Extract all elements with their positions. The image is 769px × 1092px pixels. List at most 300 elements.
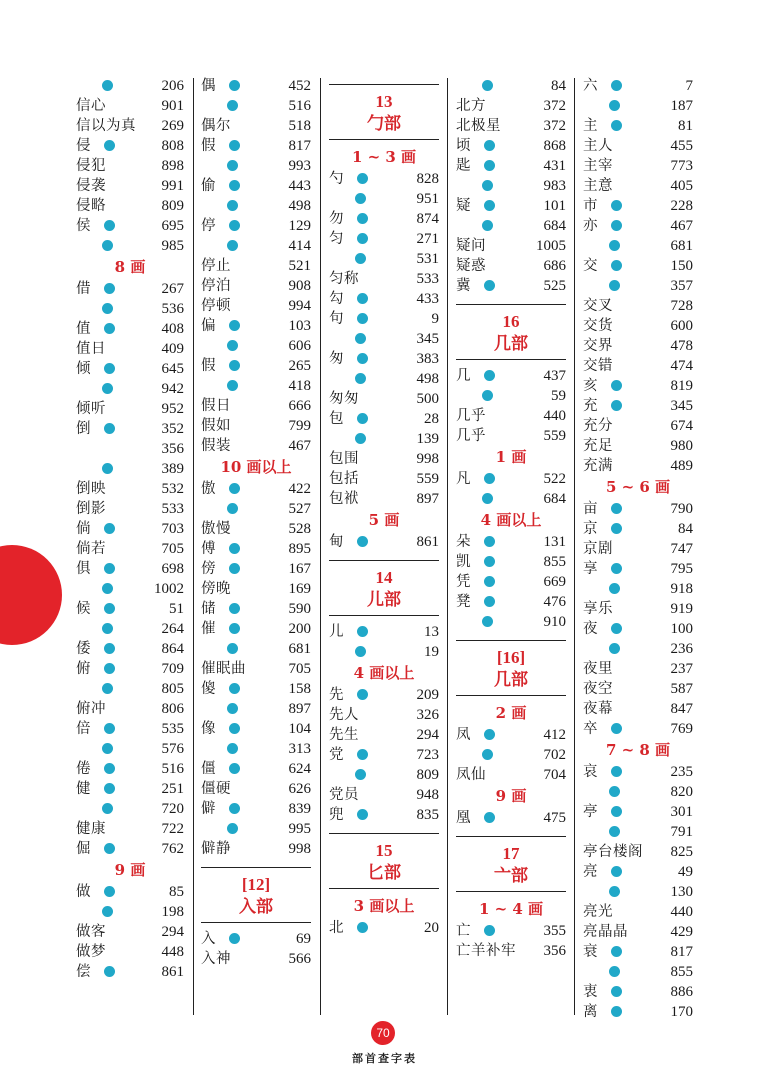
- page-reference: 868: [543, 138, 566, 154]
- page-reference: 237: [670, 661, 693, 677]
- entry-word: 做梦: [76, 944, 106, 960]
- page-reference: 440: [543, 408, 566, 424]
- entry-word: 傲: [201, 481, 216, 497]
- entry-word: 包袱: [329, 491, 359, 507]
- page-reference: 130: [670, 884, 693, 900]
- entry-word: 假日: [201, 398, 231, 414]
- index-entry: [329, 622, 439, 642]
- page-reference: 898: [161, 158, 184, 174]
- page-reference: 809: [161, 198, 184, 214]
- page-reference: 835: [416, 807, 439, 823]
- page-reference: 422: [288, 481, 311, 497]
- radical-number: [12]: [241, 875, 271, 894]
- page-reference: 7: [685, 78, 693, 94]
- entry-marker-icon: [104, 843, 115, 854]
- page-reference: 228: [670, 198, 693, 214]
- entry-marker-icon: [611, 200, 622, 211]
- index-entry: [76, 599, 184, 619]
- index-entry: [329, 329, 439, 349]
- index-entry: [76, 319, 184, 339]
- entry-word: 傍晚: [201, 581, 231, 597]
- entry-marker-icon: [484, 140, 495, 151]
- page-reference: 624: [288, 761, 311, 777]
- index-entry: [583, 639, 693, 659]
- radical-name: 几部: [494, 334, 528, 354]
- entry-marker-icon: [104, 763, 115, 774]
- entry-word: 匆匆: [329, 391, 359, 407]
- radical-header: [456, 836, 566, 892]
- page-reference: 169: [288, 581, 311, 597]
- page-reference: 590: [288, 601, 311, 617]
- index-entry: [201, 799, 311, 819]
- index-entry: [329, 229, 439, 249]
- index-entry: [583, 116, 693, 136]
- page-reference: 372: [543, 118, 566, 134]
- entry-word: 哀: [583, 764, 598, 780]
- page-reference: 429: [670, 924, 693, 940]
- page-reference: 861: [416, 534, 439, 550]
- index-entry: [201, 76, 311, 96]
- index-entry: [583, 539, 693, 559]
- entry-marker-icon: [227, 160, 238, 171]
- entry-marker-icon: [227, 380, 238, 391]
- page-reference: 669: [543, 574, 566, 590]
- page-reference: 345: [670, 398, 693, 414]
- index-entry: [456, 921, 566, 941]
- entry-word: 亡: [456, 923, 471, 939]
- entry-marker-icon: [611, 623, 622, 634]
- page-reference: 790: [670, 501, 693, 517]
- entry-marker-icon: [611, 80, 622, 91]
- entry-marker-icon: [229, 360, 240, 371]
- page-reference: 839: [288, 801, 311, 817]
- index-entry: [329, 309, 439, 329]
- entry-marker-icon: [104, 966, 115, 977]
- page-reference: 674: [670, 418, 693, 434]
- page-reference: 467: [670, 218, 693, 234]
- entry-marker-icon: [102, 623, 113, 634]
- index-entry: [201, 136, 311, 156]
- page-reference: 187: [670, 98, 693, 114]
- entry-word: 先生: [329, 727, 359, 743]
- stroke-count-heading: 10 画以上: [220, 458, 292, 476]
- index-entry: [201, 719, 311, 739]
- entry-word: 值日: [76, 341, 106, 357]
- page-reference: 951: [416, 191, 439, 207]
- entry-marker-icon: [484, 200, 495, 211]
- radical-number: 14: [375, 568, 393, 587]
- entry-marker-icon: [611, 806, 622, 817]
- entry-marker-icon: [357, 749, 368, 760]
- entry-word: 凯: [456, 554, 471, 570]
- entry-marker-icon: [355, 253, 366, 264]
- entry-word: 匀称: [329, 271, 359, 287]
- entry-marker-icon: [229, 220, 240, 231]
- page-reference: 200: [288, 621, 311, 637]
- entry-marker-icon: [611, 380, 622, 391]
- entry-word: 离: [583, 1004, 598, 1020]
- entry-word: 儿: [329, 624, 344, 640]
- entry-word: 党员: [329, 787, 359, 803]
- entry-word: 甸: [329, 534, 344, 550]
- entry-word: 做客: [76, 924, 106, 940]
- index-entry: [456, 406, 566, 426]
- entry-word: 僻: [201, 801, 216, 817]
- index-entry: [76, 779, 184, 799]
- entry-word: 北极星: [456, 118, 501, 134]
- entry-marker-icon: [355, 333, 366, 344]
- entry-marker-icon: [104, 323, 115, 334]
- page-reference: 993: [288, 158, 311, 174]
- index-entry: [583, 236, 693, 256]
- index-entry: [76, 116, 184, 136]
- page-reference: 995: [288, 821, 311, 837]
- index-entry: [583, 396, 693, 416]
- column-divider: [320, 78, 321, 1015]
- stroke-count-heading: 7 ~ 8 画: [605, 741, 671, 759]
- page-reference: 686: [543, 258, 566, 274]
- page-reference: 405: [670, 178, 693, 194]
- index-entry: [583, 76, 693, 96]
- index-entry: [456, 116, 566, 136]
- page-reference: 681: [288, 641, 311, 657]
- entry-marker-icon: [482, 80, 493, 91]
- radical-header: [456, 640, 566, 696]
- entry-word: 衷: [583, 984, 598, 1000]
- page-reference: 294: [161, 924, 184, 940]
- page-reference: 817: [288, 138, 311, 154]
- entry-word: 顷: [456, 138, 471, 154]
- radical-number: 15: [375, 841, 393, 860]
- page-reference: 819: [670, 378, 693, 394]
- entry-word: 倒: [76, 421, 91, 437]
- index-entry: [201, 479, 311, 499]
- entry-marker-icon: [102, 743, 113, 754]
- page-reference: 104: [288, 721, 311, 737]
- index-entry: [201, 296, 311, 316]
- index-entry: [76, 196, 184, 216]
- entry-marker-icon: [482, 749, 493, 760]
- entry-word: 停顿: [201, 298, 231, 314]
- page-reference: 527: [288, 501, 311, 517]
- index-entry: [583, 679, 693, 699]
- index-entry: [201, 256, 311, 276]
- entry-word: 交: [583, 258, 598, 274]
- index-column-1: [76, 76, 184, 982]
- page-footer: 部首查字表: [352, 1052, 417, 1065]
- stroke-count-heading: 4 画以上: [480, 511, 542, 529]
- entry-marker-icon: [104, 283, 115, 294]
- entry-marker-icon: [357, 293, 368, 304]
- entry-word: 偶尔: [201, 118, 231, 134]
- entry-word: 停: [201, 218, 216, 234]
- page-reference: 418: [288, 378, 311, 394]
- radical-number: [16]: [496, 648, 526, 667]
- page-reference: 209: [416, 687, 439, 703]
- entry-marker-icon: [229, 543, 240, 554]
- index-entry: [76, 459, 184, 479]
- index-entry: [76, 236, 184, 256]
- page-reference: 684: [543, 491, 566, 507]
- entry-word: 朵: [456, 534, 471, 550]
- entry-word: 享乐: [583, 601, 613, 617]
- entry-word: 匀: [329, 231, 344, 247]
- entry-word: 健: [76, 781, 91, 797]
- page-reference: 345: [416, 331, 439, 347]
- entry-marker-icon: [229, 320, 240, 331]
- entry-marker-icon: [484, 370, 495, 381]
- entry-word: 停止: [201, 258, 231, 274]
- radical-name: 儿部: [367, 590, 401, 610]
- page-reference: 28: [424, 411, 439, 427]
- index-entry: [329, 349, 439, 369]
- page-reference: 170: [670, 1004, 693, 1020]
- index-entry: [76, 902, 184, 922]
- entry-marker-icon: [609, 643, 620, 654]
- page-reference: 59: [551, 388, 566, 404]
- index-entry: [329, 705, 439, 725]
- entry-word: 匆: [329, 351, 344, 367]
- stroke-count-heading: 1 ~ 3 画: [351, 148, 417, 166]
- entry-marker-icon: [484, 812, 495, 823]
- page-reference: 516: [161, 761, 184, 777]
- index-entry: [76, 659, 184, 679]
- entry-word: 倾听: [76, 401, 106, 417]
- index-entry: [583, 176, 693, 196]
- entry-word: 充分: [583, 418, 613, 434]
- index-entry: [329, 642, 439, 662]
- index-entry: [583, 719, 693, 739]
- page-reference: 566: [288, 951, 311, 967]
- index-entry: [201, 679, 311, 699]
- entry-marker-icon: [357, 233, 368, 244]
- index-entry: [76, 519, 184, 539]
- index-entry: [76, 619, 184, 639]
- index-entry: [76, 379, 184, 399]
- page-reference: 847: [670, 701, 693, 717]
- index-entry: [201, 659, 311, 679]
- entry-word: 倘: [76, 521, 91, 537]
- page-reference: 720: [161, 801, 184, 817]
- page-reference: 533: [161, 501, 184, 517]
- radical-name: 勹部: [367, 114, 401, 134]
- page-reference: 20: [424, 920, 439, 936]
- entry-word: 六: [583, 78, 598, 94]
- page-reference: 236: [670, 641, 693, 657]
- stroke-count-heading: 1 ~ 4 画: [478, 900, 544, 918]
- index-entry: [456, 532, 566, 552]
- entry-marker-icon: [104, 723, 115, 734]
- index-entry: [76, 922, 184, 942]
- index-entry: [76, 539, 184, 559]
- page-reference: 355: [543, 923, 566, 939]
- entry-word: 偷: [201, 178, 216, 194]
- index-entry: [329, 289, 439, 309]
- page-reference: 352: [161, 421, 184, 437]
- entry-word: 侯: [76, 218, 91, 234]
- index-entry: [76, 699, 184, 719]
- index-entry: [456, 256, 566, 276]
- index-entry: [76, 759, 184, 779]
- entry-word: 兜: [329, 807, 344, 823]
- index-entry: [329, 785, 439, 805]
- index-entry: [583, 336, 693, 356]
- index-entry: [201, 579, 311, 599]
- index-entry: [76, 839, 184, 859]
- page-reference: 769: [670, 721, 693, 737]
- page-reference: 684: [543, 218, 566, 234]
- entry-word: 句: [329, 311, 344, 327]
- entry-marker-icon: [611, 260, 622, 271]
- entry-marker-icon: [102, 683, 113, 694]
- entry-word: 候: [76, 601, 91, 617]
- entry-word: 亮: [583, 864, 598, 880]
- index-entry: [583, 316, 693, 336]
- entry-marker-icon: [609, 966, 620, 977]
- entry-word: 停泊: [201, 278, 231, 294]
- entry-marker-icon: [227, 703, 238, 714]
- entry-marker-icon: [611, 563, 622, 574]
- index-entry: [329, 429, 439, 449]
- entry-word: 信心: [76, 98, 106, 114]
- entry-word: 夜里: [583, 661, 613, 677]
- index-entry: [329, 249, 439, 269]
- index-entry: [329, 369, 439, 389]
- entry-marker-icon: [484, 160, 495, 171]
- index-entry: [456, 765, 566, 785]
- page-reference: 559: [416, 471, 439, 487]
- entry-marker-icon: [102, 463, 113, 474]
- entry-word: 傲慢: [201, 521, 231, 537]
- entry-word: 夜幕: [583, 701, 613, 717]
- index-entry: [456, 136, 566, 156]
- index-entry: [76, 579, 184, 599]
- index-entry: [583, 356, 693, 376]
- entry-word: 主人: [583, 138, 613, 154]
- entry-marker-icon: [227, 823, 238, 834]
- page-reference: 356: [543, 943, 566, 959]
- entry-word: 包括: [329, 471, 359, 487]
- entry-marker-icon: [484, 925, 495, 936]
- index-entry: [76, 359, 184, 379]
- entry-marker-icon: [611, 503, 622, 514]
- page-reference: 267: [161, 281, 184, 297]
- entry-word: 凡: [456, 471, 471, 487]
- page-reference: 998: [288, 841, 311, 857]
- entry-word: 倾: [76, 361, 91, 377]
- index-entry: [583, 982, 693, 1002]
- entry-word: 包: [329, 411, 344, 427]
- entry-marker-icon: [357, 213, 368, 224]
- entry-word: 夜空: [583, 681, 613, 697]
- entry-word: 俱: [76, 561, 91, 577]
- page-reference: 498: [288, 198, 311, 214]
- page-reference: 476: [543, 594, 566, 610]
- entry-word: 偿: [76, 964, 91, 980]
- page-reference: 559: [543, 428, 566, 444]
- index-entry: [456, 572, 566, 592]
- index-entry: [329, 745, 439, 765]
- page-reference: 383: [416, 351, 439, 367]
- entry-word: 健康: [76, 821, 106, 837]
- index-entry: [201, 619, 311, 639]
- index-entry: [456, 808, 566, 828]
- index-entry: [201, 639, 311, 659]
- index-entry: [583, 902, 693, 922]
- entry-marker-icon: [229, 80, 240, 91]
- page-reference: 825: [670, 844, 693, 860]
- entry-marker-icon: [227, 503, 238, 514]
- entry-word: 信以为真: [76, 118, 136, 134]
- index-entry: [76, 176, 184, 196]
- page-reference: 198: [161, 904, 184, 920]
- entry-marker-icon: [357, 313, 368, 324]
- page-reference: 747: [670, 541, 693, 557]
- index-entry: [456, 96, 566, 116]
- entry-word: 亮光: [583, 904, 613, 920]
- entry-word: 疑问: [456, 238, 486, 254]
- entry-marker-icon: [229, 180, 240, 191]
- index-entry: [329, 685, 439, 705]
- entry-marker-icon: [609, 826, 620, 837]
- page-reference: 910: [543, 614, 566, 630]
- index-entry: [76, 639, 184, 659]
- index-entry: [583, 762, 693, 782]
- page-reference: 372: [543, 98, 566, 114]
- entry-word: 倘若: [76, 541, 106, 557]
- radical-number: 13: [375, 92, 393, 111]
- column-divider: [574, 78, 575, 1015]
- page-reference: 626: [288, 781, 311, 797]
- index-entry: [456, 76, 566, 96]
- entry-marker-icon: [102, 80, 113, 91]
- entry-word: 亦: [583, 218, 598, 234]
- page-reference: 452: [288, 78, 311, 94]
- entry-marker-icon: [104, 523, 115, 534]
- entry-word: 假装: [201, 438, 231, 454]
- page-reference: 855: [670, 964, 693, 980]
- page-reference: 100: [670, 621, 693, 637]
- entry-word: 交货: [583, 318, 613, 334]
- entry-marker-icon: [611, 1006, 622, 1017]
- entry-word: 假: [201, 358, 216, 374]
- page-reference: 235: [670, 764, 693, 780]
- entry-word: 夜: [583, 621, 598, 637]
- stroke-count-heading: 1 画: [495, 448, 527, 466]
- entry-word: 催眠曲: [201, 661, 246, 677]
- index-entry: [583, 276, 693, 296]
- page-reference: 206: [161, 78, 184, 94]
- entry-marker-icon: [609, 786, 620, 797]
- page-reference: 1005: [536, 238, 566, 254]
- index-entry: [201, 316, 311, 336]
- index-entry: [583, 802, 693, 822]
- radical-header: [329, 833, 439, 889]
- page-reference: 531: [416, 251, 439, 267]
- page-reference: 828: [416, 171, 439, 187]
- entry-marker-icon: [484, 536, 495, 547]
- index-entry: [76, 76, 184, 96]
- page-reference: 820: [670, 784, 693, 800]
- page-reference: 139: [416, 431, 439, 447]
- index-entry: [201, 599, 311, 619]
- index-entry: [583, 619, 693, 639]
- entry-word: 假: [201, 138, 216, 154]
- entry-marker-icon: [227, 340, 238, 351]
- index-entry: [456, 276, 566, 296]
- entry-word: 几: [456, 368, 471, 384]
- index-entry: [583, 196, 693, 216]
